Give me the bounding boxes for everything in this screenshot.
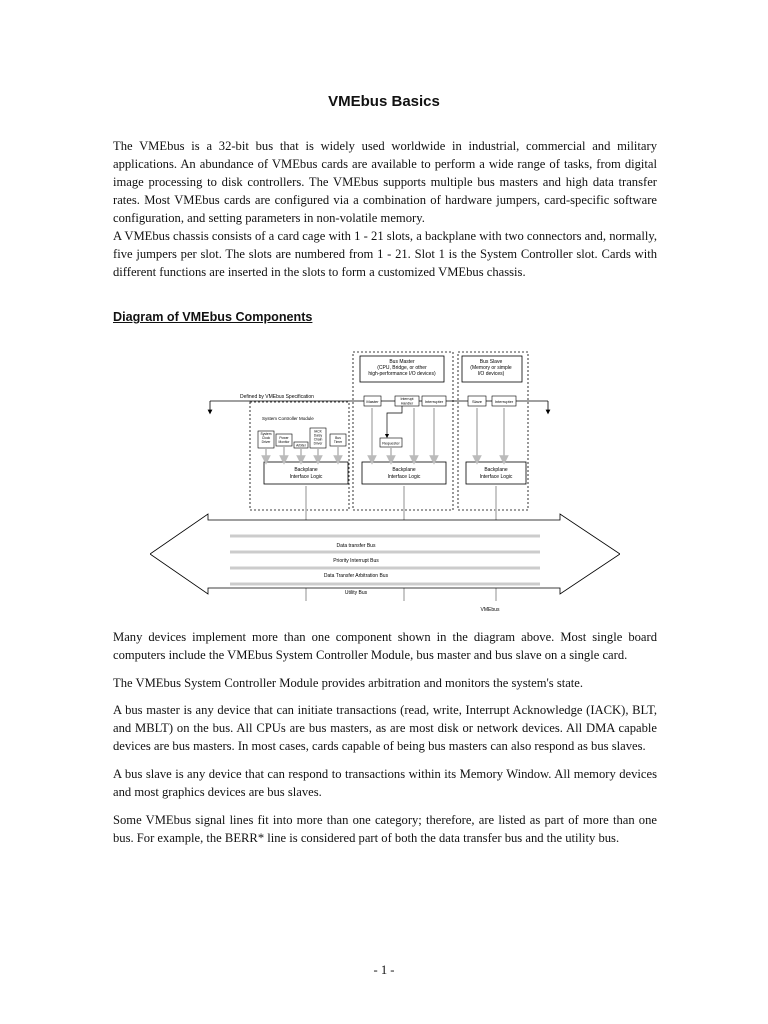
slave-interrupter-label: Interrupter	[494, 399, 514, 404]
bus-master-title: Bus Master	[389, 359, 415, 365]
interrupt-handler-line1: Interrupt	[400, 397, 414, 401]
bus-slave-sub2: I/O devices)	[477, 371, 505, 377]
diagram-heading: Diagram of VMEbus Components	[113, 310, 313, 324]
signal-lines-paragraph: Some VMEbus signal lines fit into more than one category; therefore, are listed as part of more than one bus. For example, the BERR* line is considered part of both the data transfer bus and the utility bus.	[113, 813, 657, 845]
svg-text:Driver: Driver	[261, 440, 271, 444]
svg-text:Interface Logic: Interface Logic	[387, 474, 421, 480]
master-interrupter-label: Interrupter	[424, 399, 444, 404]
bus-slave-title: Bus Slave	[479, 359, 503, 365]
bus-slave-paragraph: A bus slave is any device that can respond to transactions within its Memory Window. All memory devices and most graphics devices are bus slaves.	[113, 767, 657, 799]
components-paragraph: Many devices implement more than one component shown in the diagram above. Most single board computers include the VMEbus System Controller Module, bus master and bus slave on a single card.	[113, 630, 657, 662]
scm-paragraph: The VMEbus System Controller Module provides arbitration and monitors the system's state.	[113, 676, 584, 690]
master-label: Master	[366, 399, 379, 404]
requester-label: Requester	[382, 441, 400, 446]
data-transfer-bus-label: Data transfer Bus	[336, 543, 376, 549]
bus-master-sub2: high-performance I/O devices)	[368, 371, 436, 377]
svg-text:Power: Power	[279, 436, 289, 440]
page-number: - 1 -	[373, 963, 395, 977]
intro-paragraph: The VMEbus is a 32-bit bus that is widely used worldwide in industrial, commercial and military applications. An abundance of VMEbus cards are available to perform a wide range of tasks, from digital image processing to disk controllers. The VMEbus supports multiple bus masters and high data transfer rates. Most VMEbus cards are configured via a combination of hardware jumpers, card-specific software configuration, and setting parameters in non-volatile memory.	[113, 139, 657, 225]
bus-master-sub1: (CPU, Bridge, or other	[377, 365, 427, 371]
utility-bus-label: Utility Bus	[344, 590, 368, 596]
svg-text:Interface Logic: Interface Logic	[479, 474, 513, 480]
svg-text:Monitor: Monitor	[278, 440, 290, 444]
priority-interrupt-bus-label: Priority Interrupt Bus	[333, 558, 379, 564]
slave-label: Slave	[471, 399, 483, 404]
svg-text:Interface Logic: Interface Logic	[289, 474, 323, 480]
interrupt-handler-line2: Handler	[400, 401, 414, 406]
vmebus-label: VMEbus	[480, 607, 500, 613]
svg-text:Arbiter: Arbiter	[296, 443, 306, 448]
chassis-paragraph: A VMEbus chassis consists of a card cage with 1 - 21 slots, a backplane with two connectors and, normally, five jumpers per slot. The slots are numbered from 1 - 21. Slot 1 is the System Controller slot. Cards with different functions are inserted in the slots to form a customized VMEbus chassis.	[113, 229, 657, 279]
page-title: VMEbus Basics	[328, 93, 440, 110]
svg-text:Driver: Driver	[313, 441, 323, 446]
svg-text:Backplane: Backplane	[294, 467, 318, 473]
arbitration-bus-label: Data Transfer Arbitration Bus	[323, 573, 389, 579]
svg-text:Bus: Bus	[335, 436, 341, 440]
svg-text:Backplane: Backplane	[484, 467, 508, 473]
svg-text:Timer: Timer	[333, 440, 343, 444]
svg-text:System: System	[260, 432, 272, 436]
svg-text:IACK: IACK	[314, 429, 322, 434]
scm-title: System Controller Module	[262, 416, 314, 421]
bus-slave-sub1: (Memory or simple	[470, 365, 512, 371]
vmebus-bus-shape	[150, 514, 620, 594]
vmebus-components-diagram	[150, 346, 620, 616]
svg-text:Backplane: Backplane	[392, 467, 416, 473]
bus-master-paragraph: A bus master is any device that can initiate transactions (read, write, Interrupt Acknowledge (IACK), BLT, and MBLT) on the bus. All CPUs are bus masters, as are most disk or network devices. All DMA capable devices are bus masters. In most cases, cards capable of being bus masters can also respond as bus slaves.	[113, 703, 657, 753]
svg-text:Chain: Chain	[313, 437, 323, 442]
svg-text:Daisy: Daisy	[313, 433, 323, 438]
svg-text:Clock: Clock	[261, 436, 271, 440]
defined-by-label: Defined by VMEbus Specification	[240, 394, 314, 400]
